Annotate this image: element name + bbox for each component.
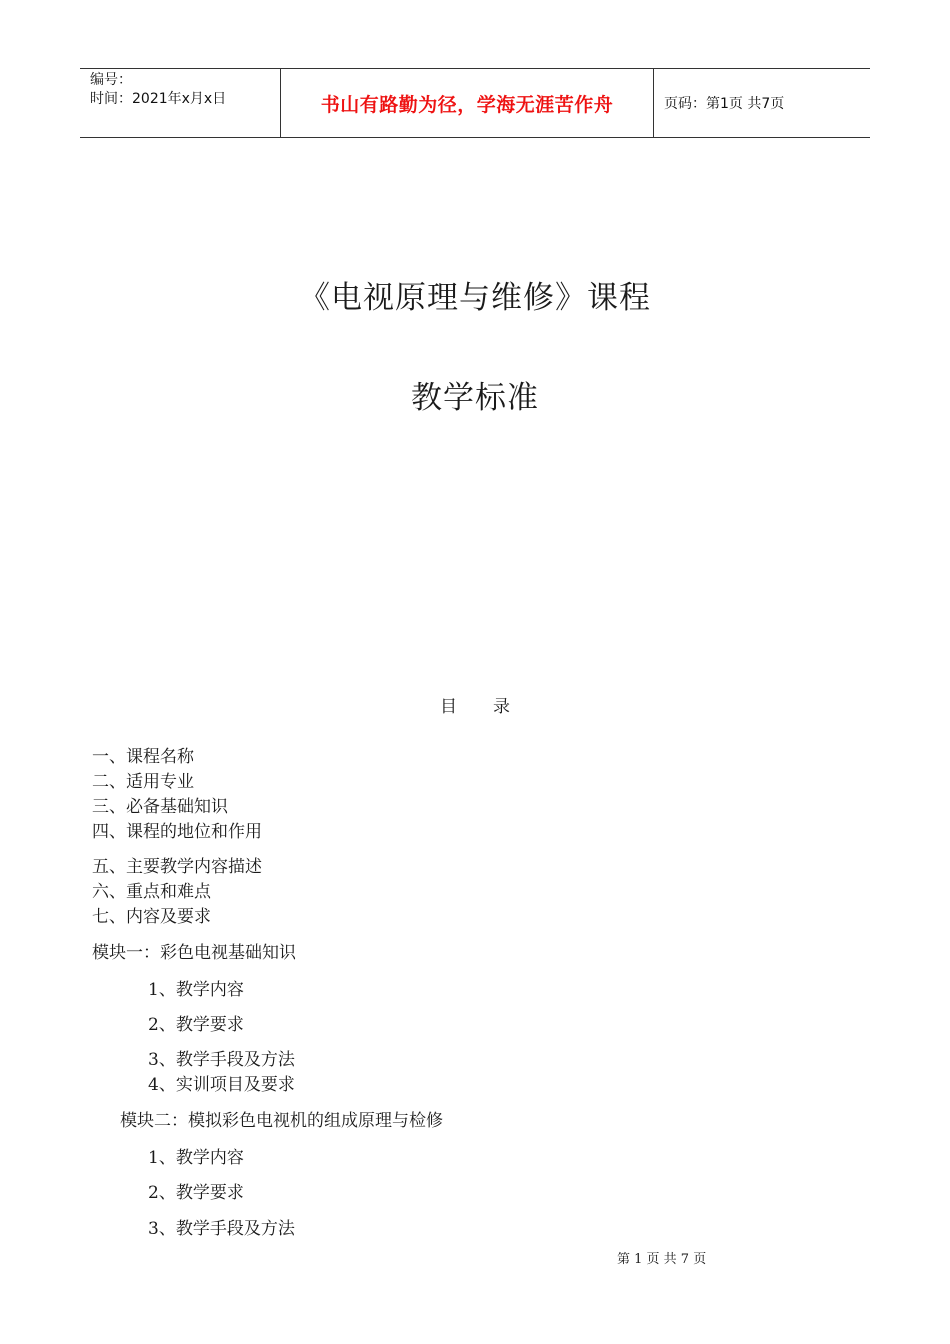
toc-module-1-item-4[interactable]: 4、实训项目及要求 xyxy=(148,1075,295,1095)
page-footer: 第 1 页 共 7 页 xyxy=(617,1252,707,1267)
toc-section-2[interactable]: 二、适用专业 xyxy=(92,772,194,792)
document-time-label: 时间：2021年x月x日 xyxy=(90,91,227,107)
header-page-cell xyxy=(654,69,870,137)
toc-section-6[interactable]: 六、重点和难点 xyxy=(92,882,211,902)
header-page-info: 页码：第1页 共7页 xyxy=(664,96,785,112)
toc-heading: 目录 xyxy=(440,697,546,717)
toc-section-3[interactable]: 三、必备基础知识 xyxy=(92,797,228,817)
course-subtitle: 教学标准 xyxy=(411,380,539,416)
toc-section-4[interactable]: 四、课程的地位和作用 xyxy=(92,822,262,842)
toc-section-7[interactable]: 七、内容及要求 xyxy=(92,907,211,927)
document-header xyxy=(80,68,870,138)
toc-module-2-title[interactable]: 模块二：模拟彩色电视机的组成原理与检修 xyxy=(120,1111,443,1131)
course-title: 《电视原理与维修》课程 xyxy=(299,280,651,316)
header-motto: 书山有路勤为径，学海无涯苦作舟 xyxy=(320,93,614,116)
toc-module-1-title[interactable]: 模块一：彩色电视基础知识 xyxy=(92,943,296,963)
toc-module-1-item-1[interactable]: 1、教学内容 xyxy=(148,980,244,1000)
header-motto-cell xyxy=(281,69,654,137)
toc-module-1-item-3[interactable]: 3、教学手段及方法 xyxy=(148,1050,295,1070)
document-number-label: 编号： xyxy=(90,72,132,88)
toc-module-1-item-2[interactable]: 2、教学要求 xyxy=(148,1015,244,1035)
header-meta-cell xyxy=(80,69,281,137)
toc-section-1[interactable]: 一、课程名称 xyxy=(92,747,194,767)
toc-module-2-item-1[interactable]: 1、教学内容 xyxy=(148,1148,244,1168)
toc-module-2-item-3[interactable]: 3、教学手段及方法 xyxy=(148,1219,295,1239)
toc-section-5[interactable]: 五、主要教学内容描述 xyxy=(92,857,262,877)
toc-module-2-item-2[interactable]: 2、教学要求 xyxy=(148,1183,244,1203)
